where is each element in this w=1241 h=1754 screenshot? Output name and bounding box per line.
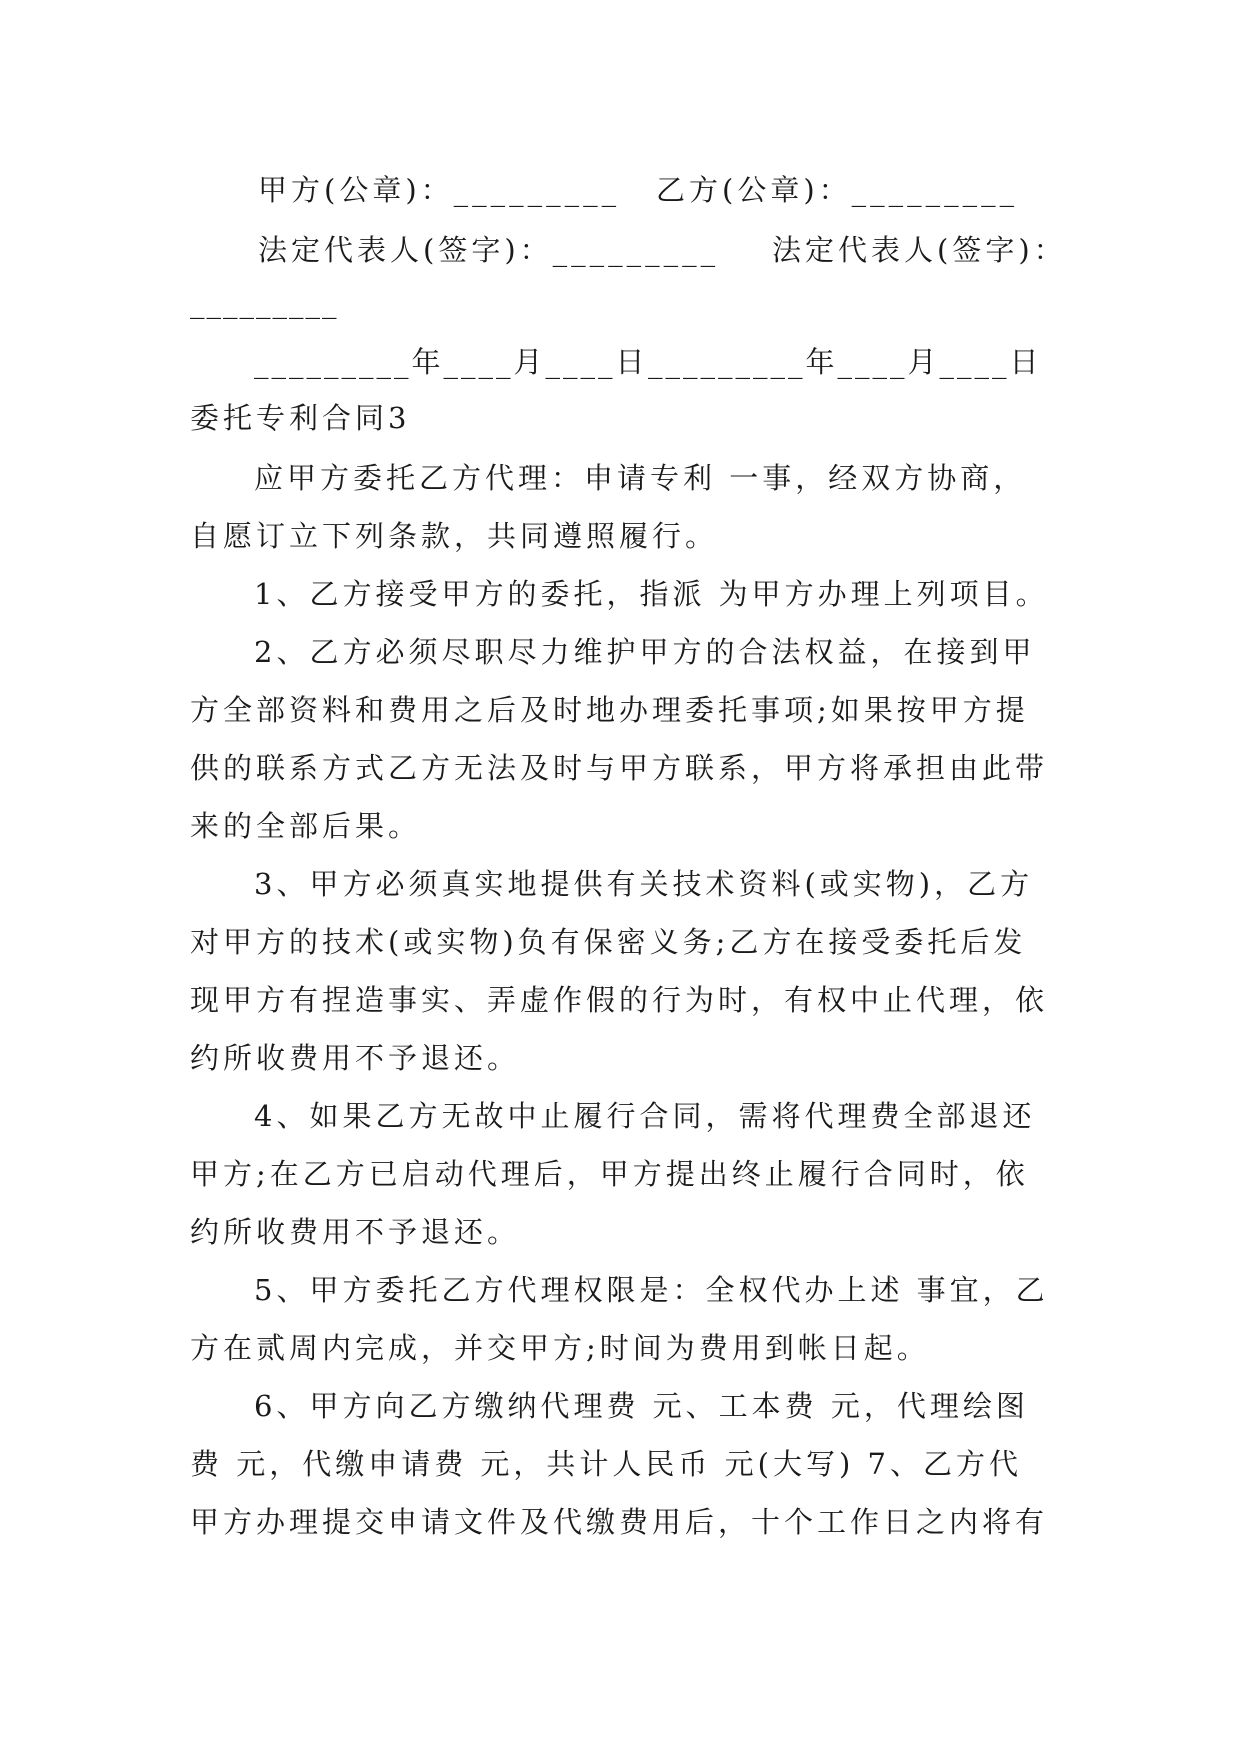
date-line-party-a: _________年____月____日 [254, 345, 648, 379]
party-b-seal-line: 乙方(公章)：_________ [656, 173, 1019, 207]
party-a-seal-line: 甲方(公章)：_________ [258, 173, 621, 207]
party-b-representative-blank: _________ [190, 285, 339, 319]
paragraph-line: 费 元，代缴申请费 元，共计人民币 元(大写) 7、乙方代 [190, 1447, 1022, 1481]
paragraph-line: 1、乙方接受甲方的委托，指派 为甲方办理上列项目。 [254, 577, 1049, 611]
paragraph-line: 应甲方委托乙方代理：申请专利 一事，经双方协商， [254, 461, 1027, 495]
paragraph-line: 甲方;在乙方已启动代理后，甲方提出终止履行合同时，依 [190, 1157, 1029, 1191]
contract-title: 委托专利合同3 [190, 401, 411, 435]
paragraph-line: 5、甲方委托乙方代理权限是：全权代办上述 事宜，乙 [254, 1273, 1049, 1307]
party-a-representative-line: 法定代表人(签字)：_________ [258, 233, 720, 267]
paragraph-line: 2、乙方必须尽职尽力维护甲方的合法权益，在接到甲 [254, 635, 1036, 669]
paragraph-line: 供的联系方式乙方无法及时与甲方联系，甲方将承担由此带 [190, 751, 1049, 785]
paragraph-line: 3、甲方必须真实地提供有关技术资料(或实物)，乙方 [254, 867, 1034, 901]
paragraph-line: 现甲方有捏造事实、弄虚作假的行为时，有权中止代理，依 [190, 983, 1049, 1017]
party-b-representative-line: 法定代表人(签字)： [772, 233, 1067, 267]
paragraph-line: 甲方办理提交申请文件及代缴费用后，十个工作日之内将有 [190, 1505, 1049, 1539]
paragraph-line: 方在贰周内完成，并交甲方;时间为费用到帐日起。 [190, 1331, 930, 1365]
paragraph-line: 方全部资料和费用之后及时地办理委托事项;如果按甲方提 [190, 693, 1029, 727]
paragraph-line: 对甲方的技术(或实物)负有保密义务;乙方在接受委托后发 [190, 925, 1027, 959]
date-line-party-b: _________年____月____日 [648, 345, 1042, 379]
paragraph-line: 自愿订立下列条款，共同遵照履行。 [190, 519, 719, 553]
paragraph-line: 4、如果乙方无故中止履行合同，需将代理费全部退还 [254, 1099, 1036, 1133]
paragraph-line: 6、甲方向乙方缴纳代理费 元、工本费 元，代理绘图 [254, 1389, 1029, 1423]
paragraph-line: 约所收费用不予退还。 [190, 1041, 521, 1075]
paragraph-line: 约所收费用不予退还。 [190, 1215, 521, 1249]
paragraph-line: 来的全部后果。 [190, 809, 422, 843]
